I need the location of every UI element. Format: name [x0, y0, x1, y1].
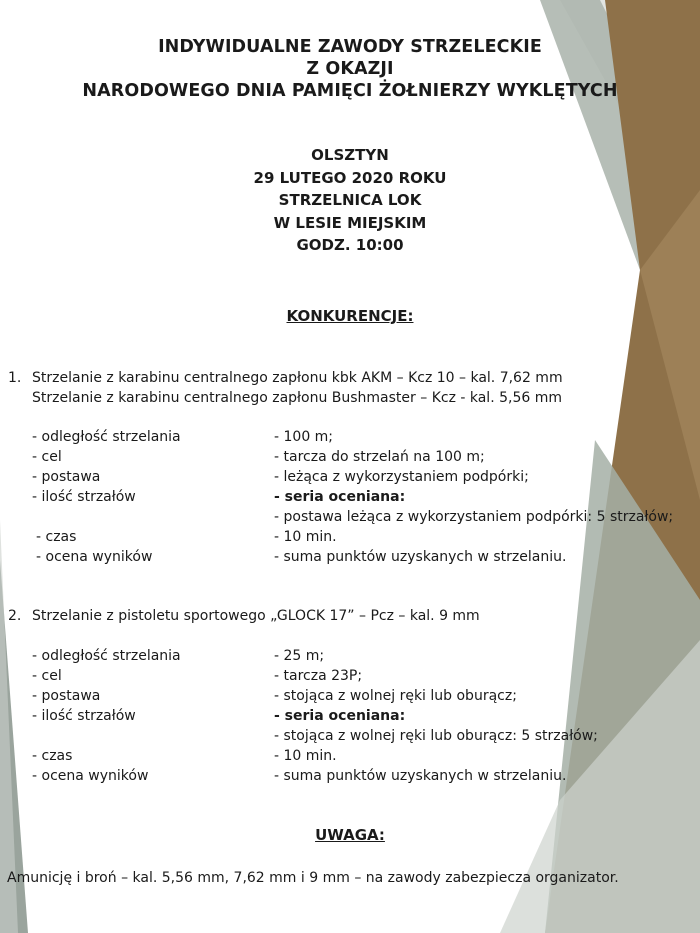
- competition-1-title-2: Strzelanie z karabinu centralnego zapłonu Bushmaster – Kcz - kal. 5,56 mm: [32, 390, 562, 406]
- param-label: - postawa: [32, 469, 101, 485]
- param-label: - czas: [36, 529, 77, 545]
- param-value: - 10 min.: [274, 748, 337, 764]
- event-time: GODZ. 10:00: [296, 236, 404, 254]
- competition-1-number: 1.: [8, 370, 22, 386]
- competition-2-number: 2.: [8, 608, 22, 624]
- param-label: - ilość strzałów: [32, 708, 136, 724]
- param-value: - 25 m;: [274, 648, 325, 664]
- param-value: - suma punktów uzyskanych w strzelaniu.: [274, 549, 567, 565]
- note-text: Amunicję i broń – kal. 5,56 mm, 7,62 mm i 9 mm – na zawody zabezpiecza organizator.: [7, 870, 619, 886]
- title-line-2: Z OKAZJI: [306, 59, 394, 79]
- param-label: - czas: [32, 748, 73, 764]
- param-label: - odległość strzelania: [32, 429, 181, 445]
- param-label: - cel: [32, 449, 62, 465]
- param-value: - tarcza 23P;: [274, 668, 363, 684]
- competition-2-title-1: Strzelanie z pistoletu sportowego „GLOCK 17” – Pcz – kal. 9 mm: [32, 608, 480, 624]
- event-location: W LESIE MIEJSKIM: [273, 213, 427, 232]
- competitions-heading: KONKURENCJE:: [286, 307, 414, 325]
- param-label: - odległość strzelania: [32, 648, 181, 664]
- param-value: - postawa leżąca z wykorzystaniem podpórki: 5 strzałów;: [274, 509, 674, 525]
- param-label: - postawa: [32, 688, 101, 704]
- event-info: [0, 144, 700, 257]
- note-heading: UWAGA:: [315, 826, 385, 844]
- param-value: - 100 m;: [274, 429, 334, 445]
- title-block: [0, 36, 700, 102]
- param-value: - tarcza do strzelań na 100 m;: [274, 449, 485, 465]
- event-venue: STRZELNICA LOK: [278, 191, 422, 209]
- param-label: - ocena wyników: [32, 768, 149, 784]
- title-line-1: INDYWIDUALNE ZAWODY STRZELECKIE: [158, 37, 542, 57]
- param-value: - suma punktów uzyskanych w strzelaniu.: [274, 768, 567, 784]
- param-label: - cel: [32, 668, 62, 684]
- param-value: - seria oceniana:: [274, 708, 406, 724]
- param-value: - stojąca z wolnej ręki lub oburącz;: [274, 688, 517, 704]
- competition-2-header: [8, 606, 480, 626]
- param-value: - stojąca z wolnej ręki lub oburącz: 5 strzałów;: [274, 728, 598, 744]
- param-label: - ocena wyników: [36, 549, 153, 565]
- title-line-3: NARODOWEGO DNIA PAMIĘCI ŻOŁNIERZY WYKLĘTYCH: [82, 81, 618, 101]
- param-value: - seria oceniana:: [274, 489, 406, 505]
- competition-1-header: [8, 368, 563, 408]
- event-date: 29 LUTEGO 2020 ROKU: [253, 168, 447, 187]
- competition-1-title-1: Strzelanie z karabinu centralnego zapłonu kbk AKM – Kcz 10 – kal. 7,62 mm: [32, 370, 563, 386]
- event-city: OLSZTYN: [311, 146, 389, 164]
- param-label: - ilość strzałów: [32, 489, 136, 505]
- param-value: - 10 min.: [274, 529, 337, 545]
- param-value: - leżąca z wykorzystaniem podpórki;: [274, 469, 529, 485]
